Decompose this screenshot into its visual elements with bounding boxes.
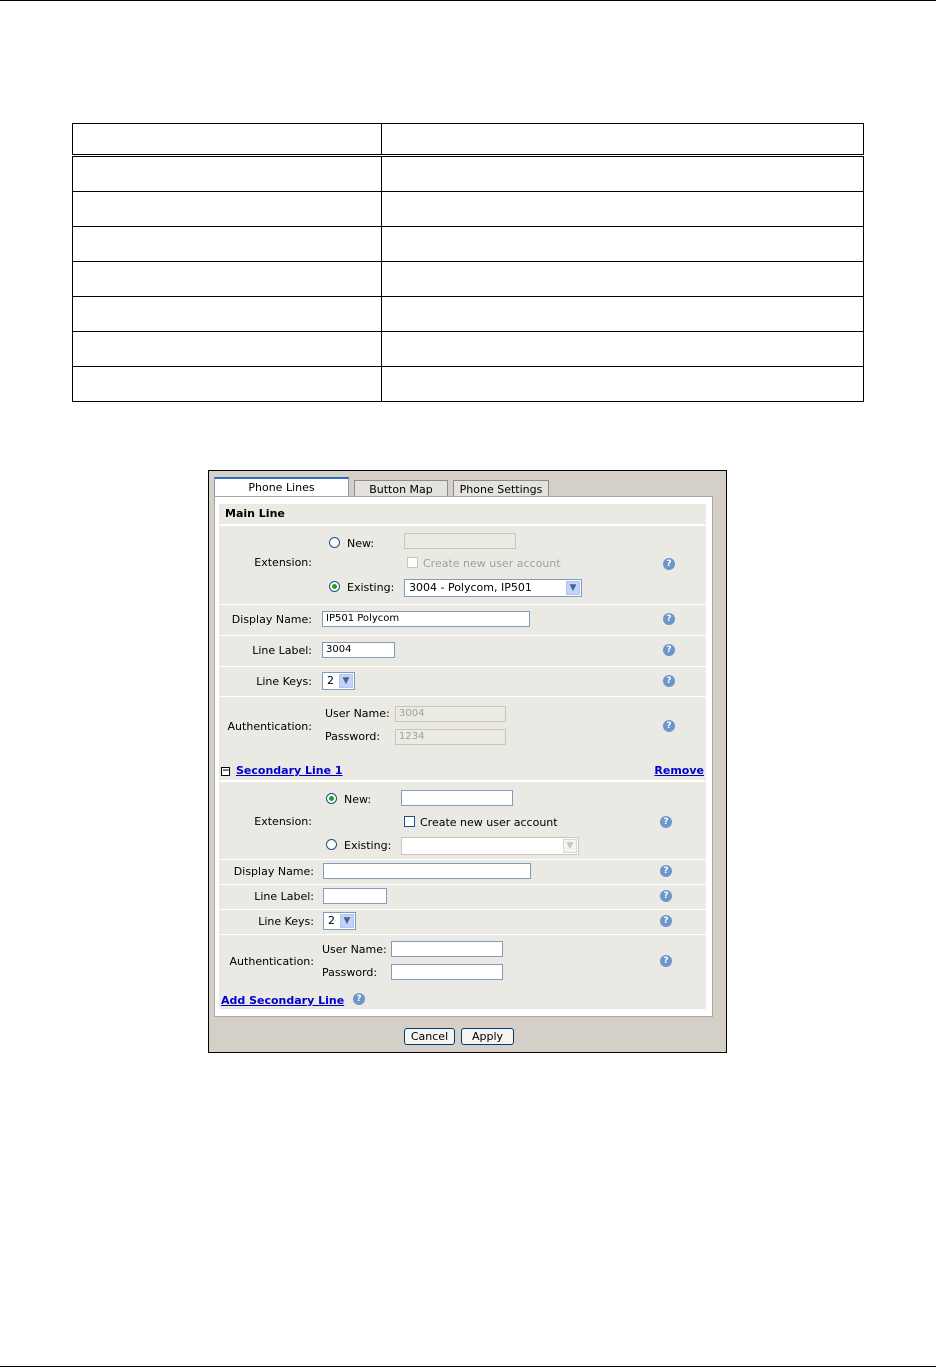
help-icon[interactable]: ? [660, 890, 672, 902]
main-line-keys-value: 2 [327, 674, 334, 687]
secondary-new-extension-input[interactable] [401, 790, 513, 806]
table-row [73, 192, 864, 227]
main-display-name-row [219, 604, 706, 635]
main-line-title: Main Line [225, 507, 285, 520]
tab-phone-settings[interactable]: Phone Settings [453, 480, 549, 498]
remove-link[interactable]: Remove [654, 764, 704, 777]
main-display-name-input[interactable]: IP501 Polycom [322, 611, 530, 627]
secondary-new-label: New: [344, 793, 372, 806]
chevron-down-icon: ▼ [339, 674, 353, 688]
chevron-down-icon: ▼ [563, 839, 577, 853]
display-name-label: Display Name: [231, 613, 312, 626]
table-row [73, 227, 864, 262]
main-line-label-input[interactable]: 3004 [322, 642, 395, 658]
main-new-label: New: [347, 537, 375, 550]
help-icon[interactable]: ? [663, 720, 675, 732]
main-line-label-row [219, 635, 706, 666]
secondary-existing-label: Existing: [344, 839, 392, 852]
secondary-line-label-row [219, 884, 706, 909]
user-name-label: User Name: [325, 707, 390, 720]
secondary-password-input[interactable] [391, 964, 503, 980]
table-row [73, 262, 864, 297]
main-line-keys-select[interactable] [322, 672, 355, 690]
secondary-line-header [221, 762, 704, 781]
extension-label: Extension: [254, 815, 312, 828]
secondary-line-keys-value: 2 [328, 914, 335, 927]
tab-phone-lines[interactable]: Phone Lines [214, 477, 349, 500]
main-authentication-row [219, 696, 706, 755]
main-existing-select[interactable] [404, 579, 582, 597]
authentication-label: Authentication: [227, 720, 312, 733]
main-line-keys-row [219, 666, 706, 696]
table-row [73, 332, 864, 367]
help-icon[interactable]: ? [663, 644, 675, 656]
main-password-input[interactable]: 1234 [395, 729, 506, 745]
main-existing-radio[interactable] [329, 581, 340, 592]
main-create-account-label: Create new user account [423, 557, 561, 570]
help-icon[interactable]: ? [663, 613, 675, 625]
secondary-display-name-row [219, 859, 706, 884]
help-icon[interactable]: ? [660, 955, 672, 967]
help-icon[interactable]: ? [660, 865, 672, 877]
main-user-name-input[interactable]: 3004 [395, 706, 506, 722]
main-new-radio[interactable] [329, 537, 340, 548]
authentication-label: Authentication: [229, 955, 314, 968]
page-bottom-rule [0, 1366, 936, 1367]
main-existing-label: Existing: [347, 581, 395, 594]
document-table [72, 123, 864, 402]
secondary-create-account-checkbox[interactable] [404, 816, 415, 827]
password-label: Password: [322, 966, 378, 979]
secondary-line-title-link[interactable]: Secondary Line 1 [236, 764, 343, 777]
table-row [73, 367, 864, 402]
add-secondary-row [219, 987, 706, 1009]
table-row [73, 156, 864, 192]
add-secondary-line-link[interactable]: Add Secondary Line [221, 994, 345, 1007]
secondary-new-radio[interactable] [326, 793, 337, 804]
chevron-down-icon: ▼ [340, 914, 354, 928]
password-label: Password: [325, 730, 381, 743]
help-icon[interactable]: ? [663, 675, 675, 687]
line-keys-label: Line Keys: [256, 675, 312, 688]
phone-config-screenshot [208, 470, 727, 1053]
apply-button[interactable]: Apply [461, 1028, 514, 1045]
secondary-line-label-input[interactable] [323, 888, 387, 904]
line-label-label: Line Label: [252, 644, 312, 657]
tab-panel [214, 496, 713, 1017]
main-line-header [221, 504, 704, 525]
help-icon[interactable]: ? [353, 993, 365, 1005]
cancel-button[interactable]: Cancel [404, 1028, 455, 1045]
main-new-extension-input[interactable] [404, 533, 516, 549]
help-icon[interactable]: ? [660, 816, 672, 828]
secondary-line-keys-select[interactable] [323, 912, 356, 930]
secondary-create-account-label: Create new user account [420, 816, 558, 829]
table-row [73, 297, 864, 332]
phone-lines-form [219, 504, 706, 1009]
secondary-display-name-input[interactable] [323, 863, 531, 879]
help-icon[interactable]: ? [663, 558, 675, 570]
tab-button-map[interactable]: Button Map [354, 480, 448, 498]
collapse-icon[interactable]: − [222, 766, 230, 776]
secondary-extension-row [219, 781, 706, 859]
secondary-line-keys-row [219, 909, 706, 934]
help-icon[interactable]: ? [660, 915, 672, 927]
chevron-down-icon: ▼ [566, 581, 580, 595]
extension-label: Extension: [254, 556, 312, 569]
table-header-row [73, 124, 864, 156]
user-name-label: User Name: [322, 943, 387, 956]
secondary-user-name-input[interactable] [391, 941, 503, 957]
secondary-authentication-row [219, 934, 706, 987]
line-label-label: Line Label: [254, 890, 314, 903]
page-top-rule [0, 0, 936, 1]
line-keys-label: Line Keys: [258, 915, 314, 928]
secondary-existing-select[interactable] [401, 837, 579, 855]
main-extension-row [219, 525, 706, 604]
main-create-account-checkbox[interactable] [407, 557, 418, 568]
main-existing-value: 3004 - Polycom, IP501 [409, 581, 532, 594]
display-name-label: Display Name: [233, 865, 314, 878]
secondary-existing-radio[interactable] [326, 839, 337, 850]
